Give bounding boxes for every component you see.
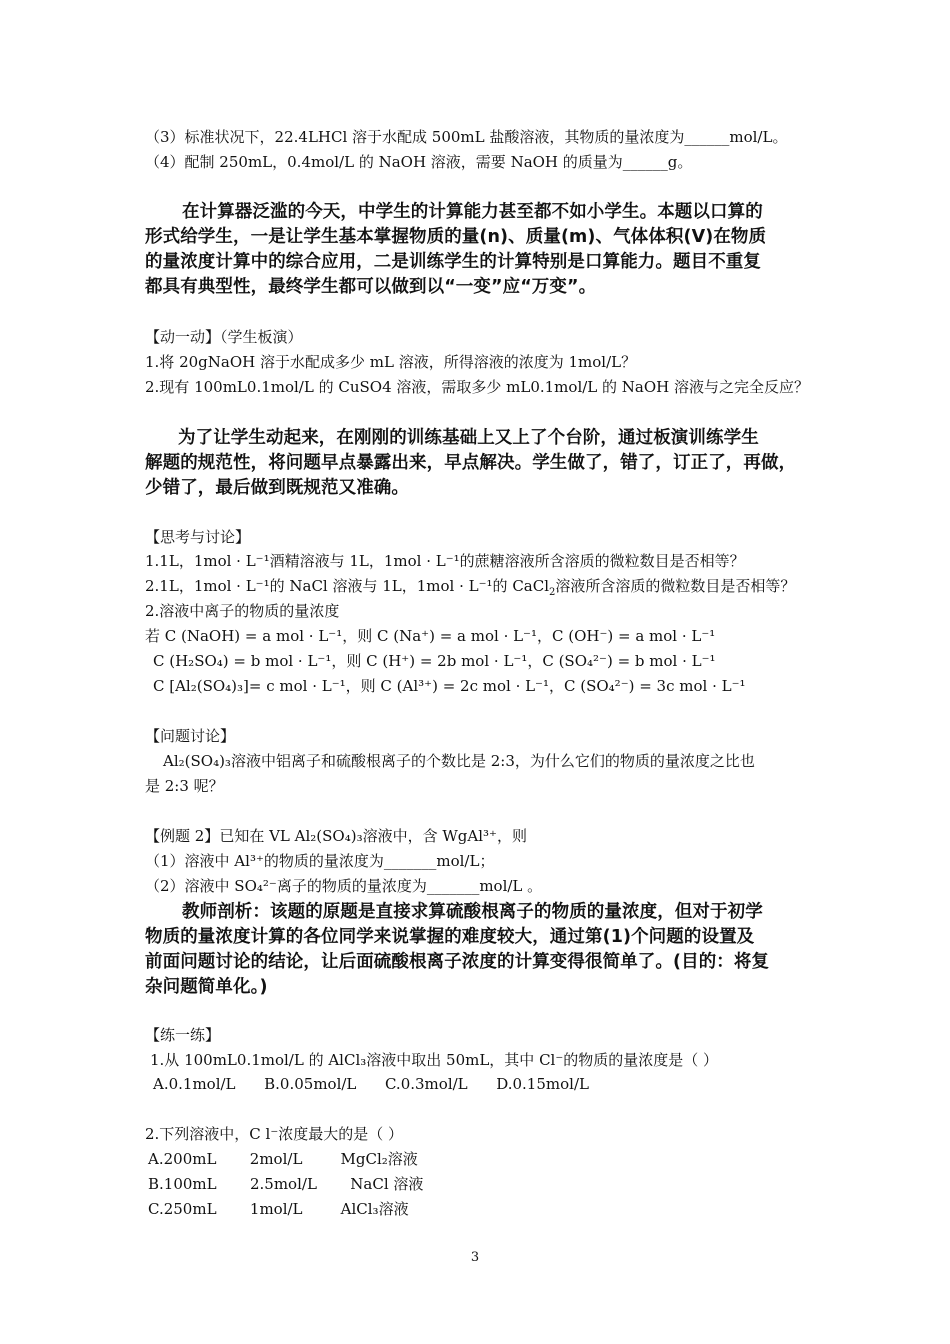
teaching-note-2-line-3: 少错了，最后做到既规范又准确。 xyxy=(145,478,409,498)
teaching-note-1-line-3: 的量浓度计算中的综合应用，二是训练学生的计算特别是口算能力。题目不重复 xyxy=(145,252,761,272)
dong-question-2: 2.现有 100mL0.1mol/L 的 CuSO4 溶液，需取多少 mL0.1mol/L 的 NaOH 溶液与之完全反应？ xyxy=(145,378,810,396)
question-3: （3）标准状况下，22.4LHCl 溶于水配成 500mL 盐酸溶液，其物质的量浓度为______mol/L。 xyxy=(145,128,788,146)
dong-question-1: 1.将 20gNaOH 溶于水配成多少 mL 溶液，所得溶液的浓度为 1mol/L？ xyxy=(145,353,637,371)
ion-concentration-line-3: C [Al₂(SO₄)₃]= c mol · L⁻¹，则 C (Al³⁺) = 2c mol · L⁻¹，C (SO₄²⁻) = 3c mol · L⁻¹ xyxy=(153,677,746,695)
teaching-note-2-line-2: 解题的规范性，将问题早点暴露出来，早点解决。学生做了，错了，订正了，再做， xyxy=(145,453,797,473)
practice-question-2-option-c: C.250mL 1mol/L AlCl₃溶液 xyxy=(148,1200,409,1218)
teaching-note-3-line-3: 前面问题讨论的结论，让后面硫酸根离子浓度的计算变得很简单了。(目的：将复 xyxy=(145,952,770,972)
example-2-part-2: （2）溶液中 SO₄²⁻离子的物质的量浓度为_______mol/L 。 xyxy=(145,877,543,895)
page-number: 3 xyxy=(470,1250,480,1265)
think-question-1: 1.1L，1mol · L⁻¹酒精溶液与 1L，1mol · L⁻¹的蔗糖溶液所含溶质的微粒数目是否相等？ xyxy=(145,552,745,570)
example-2-part-1: （1）溶液中 Al³⁺的物质的量浓度为_______mol/L； xyxy=(145,852,495,870)
section-heading-dong: 【动一动】（学生板演） xyxy=(145,328,303,346)
teaching-note-1-line-2: 形式给学生，一是让学生基本掌握物质的量(n)、质量(m)、气体体积(V)在物质 xyxy=(145,227,767,247)
section-heading-practice: 【练一练】 xyxy=(145,1026,221,1044)
question-4: （4）配制 250mL，0.4mol/L 的 NaOH 溶液，需要 NaOH 的质量为______g。 xyxy=(145,153,693,171)
teaching-note-1-line-1: 在计算器泛滥的今天，中学生的计算能力甚至都不如小学生。本题以口算的 xyxy=(182,202,763,222)
section-heading-discussion: 【问题讨论】 xyxy=(145,727,236,745)
example-2-heading: 【例题 2】已知在 VL Al₂(SO₄)₃溶液中，含 WgAl³⁺，则 xyxy=(145,827,527,845)
practice-question-2-option-b: B.100mL 2.5mol/L NaCl 溶液 xyxy=(148,1175,424,1193)
practice-question-1-options: A.0.1mol/L B.0.05mol/L C.0.3mol/L D.0.15mol/L xyxy=(153,1075,589,1093)
teaching-note-3-line-4: 杂问题简单化。) xyxy=(145,977,268,997)
teaching-note-1-line-4: 都具有典型性，最终学生都可以做到以“一变”应“万变”。 xyxy=(145,277,597,297)
think-question-2: 2.1L，1mol · L⁻¹的 NaCl 溶液与 1L，1mol · L⁻¹的 CaCl$_2$溶液所含溶质的微粒数目是否相等？ xyxy=(145,577,796,598)
teaching-note-3-line-1: 教师剖析：该题的原题是直接求算硫酸根离子的物质的量浓度，但对于初学 xyxy=(182,902,763,922)
ion-concentration-line-1: 若 C (NaOH) = a mol · L⁻¹，则 C (Na⁺) = a mol · L⁻¹，C (OH⁻) = a mol · L⁻¹ xyxy=(145,627,716,645)
teaching-note-2-line-1: 为了让学生动起来，在刚刚的训练基础上又上了个台阶，通过板演训练学生 xyxy=(178,428,759,448)
ion-concentration-line-2: C (H₂SO₄) = b mol · L⁻¹，则 C (H⁺) = 2b mol · L⁻¹，C (SO₄²⁻) = b mol · L⁻¹ xyxy=(153,652,716,670)
practice-question-2-option-a: A.200mL 2mol/L MgCl₂溶液 xyxy=(148,1150,418,1168)
teaching-note-3-line-2: 物质的量浓度计算的各位同学来说掌握的难度较大，通过第(1)个问题的设置及 xyxy=(145,927,755,947)
think-question-3: 2.溶液中离子的物质的量浓度 xyxy=(145,602,340,620)
discussion-line-2: 是 2:3 呢？ xyxy=(145,777,224,795)
section-heading-think: 【思考与讨论】 xyxy=(145,528,251,546)
practice-question-1: 1.从 100mL0.1mol/L 的 AlCl₃溶液中取出 50mL，其中 Cl⁻的物质的量浓度是（ ） xyxy=(150,1051,719,1069)
discussion-line-1: Al₂(SO₄)₃溶液中铝离子和硫酸根离子的个数比是 2:3，为什么它们的物质的量浓度之比也 xyxy=(163,752,755,770)
practice-question-2: 2.下列溶液中，C l⁻浓度最大的是（ ） xyxy=(145,1125,404,1143)
